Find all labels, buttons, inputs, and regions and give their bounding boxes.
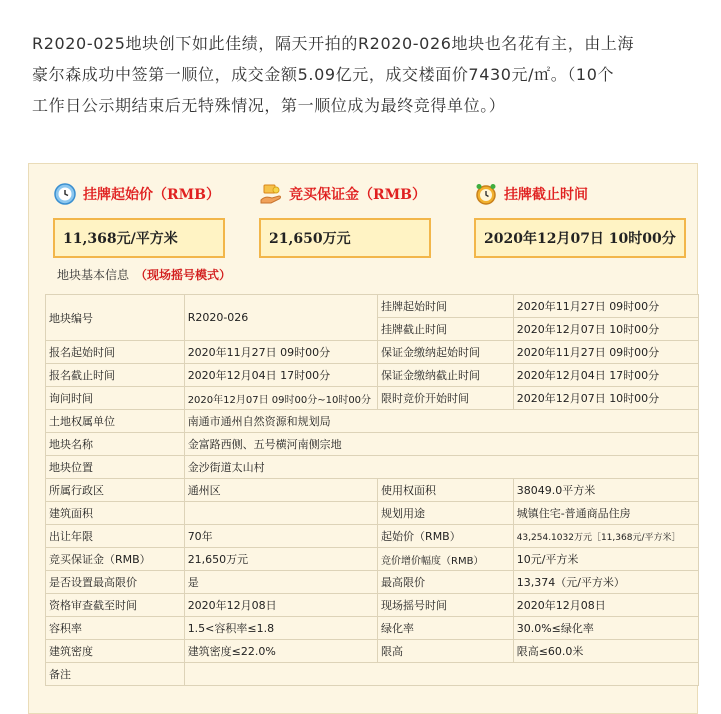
table-row xyxy=(46,502,699,525)
article-text xyxy=(32,28,692,121)
table-label: 地块名称 xyxy=(46,433,185,456)
table-label: 出让年限 xyxy=(46,525,185,548)
clock-icon xyxy=(53,182,77,206)
table-label: 保证金缴纳起始时间 xyxy=(378,341,514,364)
table-value: 限高≤60.0米 xyxy=(513,640,698,663)
start-price-card xyxy=(53,174,253,258)
start-price-value: 11,368元/平方米 xyxy=(53,218,225,258)
table-value: 30.0%≤绿化率 xyxy=(513,617,698,640)
deposit-title: 竞买保证金（RMB） xyxy=(289,187,426,203)
table-value: 1.5<容积率≤1.8 xyxy=(184,617,377,640)
table-row xyxy=(46,479,699,502)
deposit-value: 21,650万元 xyxy=(259,218,431,258)
table-label: 挂牌起始时间 xyxy=(378,295,514,318)
intro-line-2: 豪尔森成功中签第一顺位，成交金额5.09亿元，成交楼面价7430元/㎡。（10个 xyxy=(32,65,615,84)
table-value: 2020年12月08日 xyxy=(184,594,377,617)
deadline-card xyxy=(474,174,674,258)
table-value: 70年 xyxy=(184,525,377,548)
table-label: 建筑面积 xyxy=(46,502,185,525)
table-label: 询问时间 xyxy=(46,387,185,410)
table-row xyxy=(46,663,699,686)
table-value: 城镇住宅-普通商品住房 xyxy=(513,502,698,525)
table-label: 所属行政区 xyxy=(46,479,185,502)
table-label: 土地权属单位 xyxy=(46,410,185,433)
table-value: 2020年11月27日 09时00分 xyxy=(513,295,698,318)
table-value: 金富路西侧、五号横河南侧宗地 xyxy=(184,433,698,456)
deadline-title: 挂牌截止时间 xyxy=(504,187,588,203)
table-value: 南通市通州自然资源和规划局 xyxy=(184,410,698,433)
table-value: 2020年11月27日 09时00分 xyxy=(184,341,377,364)
money-hand-icon xyxy=(259,182,283,206)
table-row xyxy=(46,617,699,640)
table-value: 2020年12月04日 17时00分 xyxy=(184,364,377,387)
table-label: 资格审查截至时间 xyxy=(46,594,185,617)
table-value xyxy=(184,502,377,525)
table-value: 43,254.1032万元［11,368元/平方米］ xyxy=(513,525,698,548)
table-label: 最高限价 xyxy=(378,571,514,594)
table-label: 建筑密度 xyxy=(46,640,185,663)
table-value: 38049.0平方米 xyxy=(513,479,698,502)
table-value: 通州区 xyxy=(184,479,377,502)
intro-line-1: R2020-025地块创下如此佳绩，隔天开拍的R2020-026地块也名花有主，由上海 xyxy=(32,34,635,53)
table-label: 竞买保证金（RMB） xyxy=(46,548,185,571)
section-title: 地块基本信息 xyxy=(57,268,130,282)
table-label: 绿化率 xyxy=(378,617,514,640)
table-row xyxy=(46,387,699,410)
table-value: 2020年12月07日 09时00分~10时00分 xyxy=(184,387,377,410)
table-value: 金沙街道太山村 xyxy=(184,456,698,479)
table-row xyxy=(46,341,699,364)
table-value: 建筑密度≤22.0% xyxy=(184,640,377,663)
table-value xyxy=(184,663,698,686)
section-header xyxy=(57,266,231,283)
table-label: 备注 xyxy=(46,663,185,686)
table-row xyxy=(46,456,699,479)
table-label: 报名截止时间 xyxy=(46,364,185,387)
table-value: 21,650万元 xyxy=(184,548,377,571)
alarm-clock-icon xyxy=(474,182,498,206)
table-row xyxy=(46,571,699,594)
table-label: 保证金缴纳截止时间 xyxy=(378,364,514,387)
table-value: 2020年12月07日 10时00分 xyxy=(513,318,698,341)
table-label: 容积率 xyxy=(46,617,185,640)
table-value: 是 xyxy=(184,571,377,594)
table-row xyxy=(46,433,699,456)
table-row xyxy=(46,594,699,617)
table-label: 竞价增价幅度（RMB） xyxy=(378,548,514,571)
table-row xyxy=(46,364,699,387)
table-row xyxy=(46,525,699,548)
start-price-title: 挂牌起始价（RMB） xyxy=(83,187,220,203)
table-label: 使用权面积 xyxy=(378,479,514,502)
deadline-value: 2020年12月07日 10时00分 xyxy=(474,218,686,258)
table-label: 挂牌截止时间 xyxy=(378,318,514,341)
table-label: 地块位置 xyxy=(46,456,185,479)
table-label: 限时竞价开始时间 xyxy=(378,387,514,410)
intro-line-3: 工作日公示期结束后无特殊情况，第一顺位成为最终竞得单位。） xyxy=(32,96,506,115)
table-row xyxy=(46,295,699,318)
table-value: 10元/平方米 xyxy=(513,548,698,571)
table-row xyxy=(46,640,699,663)
table-value: 2020年12月08日 xyxy=(513,594,698,617)
table-label: 是否设置最高限价 xyxy=(46,571,185,594)
table-label: 地块编号 xyxy=(46,295,185,341)
table-value: R2020-026 xyxy=(184,295,377,341)
table-row xyxy=(46,410,699,433)
land-info-table xyxy=(45,294,699,686)
table-label: 限高 xyxy=(378,640,514,663)
table-value: 13,374（元/平方米） xyxy=(513,571,698,594)
table-label: 规划用途 xyxy=(378,502,514,525)
table-row xyxy=(46,548,699,571)
table-value: 2020年12月07日 10时00分 xyxy=(513,387,698,410)
table-value: 2020年12月04日 17时00分 xyxy=(513,364,698,387)
table-value: 2020年11月27日 09时00分 xyxy=(513,341,698,364)
table-label: 现场摇号时间 xyxy=(378,594,514,617)
table-label: 报名起始时间 xyxy=(46,341,185,364)
section-mode: （现场摇号模式） xyxy=(135,268,232,282)
table-label: 起始价（RMB） xyxy=(378,525,514,548)
deposit-card xyxy=(259,174,459,258)
land-info-panel xyxy=(28,163,698,714)
